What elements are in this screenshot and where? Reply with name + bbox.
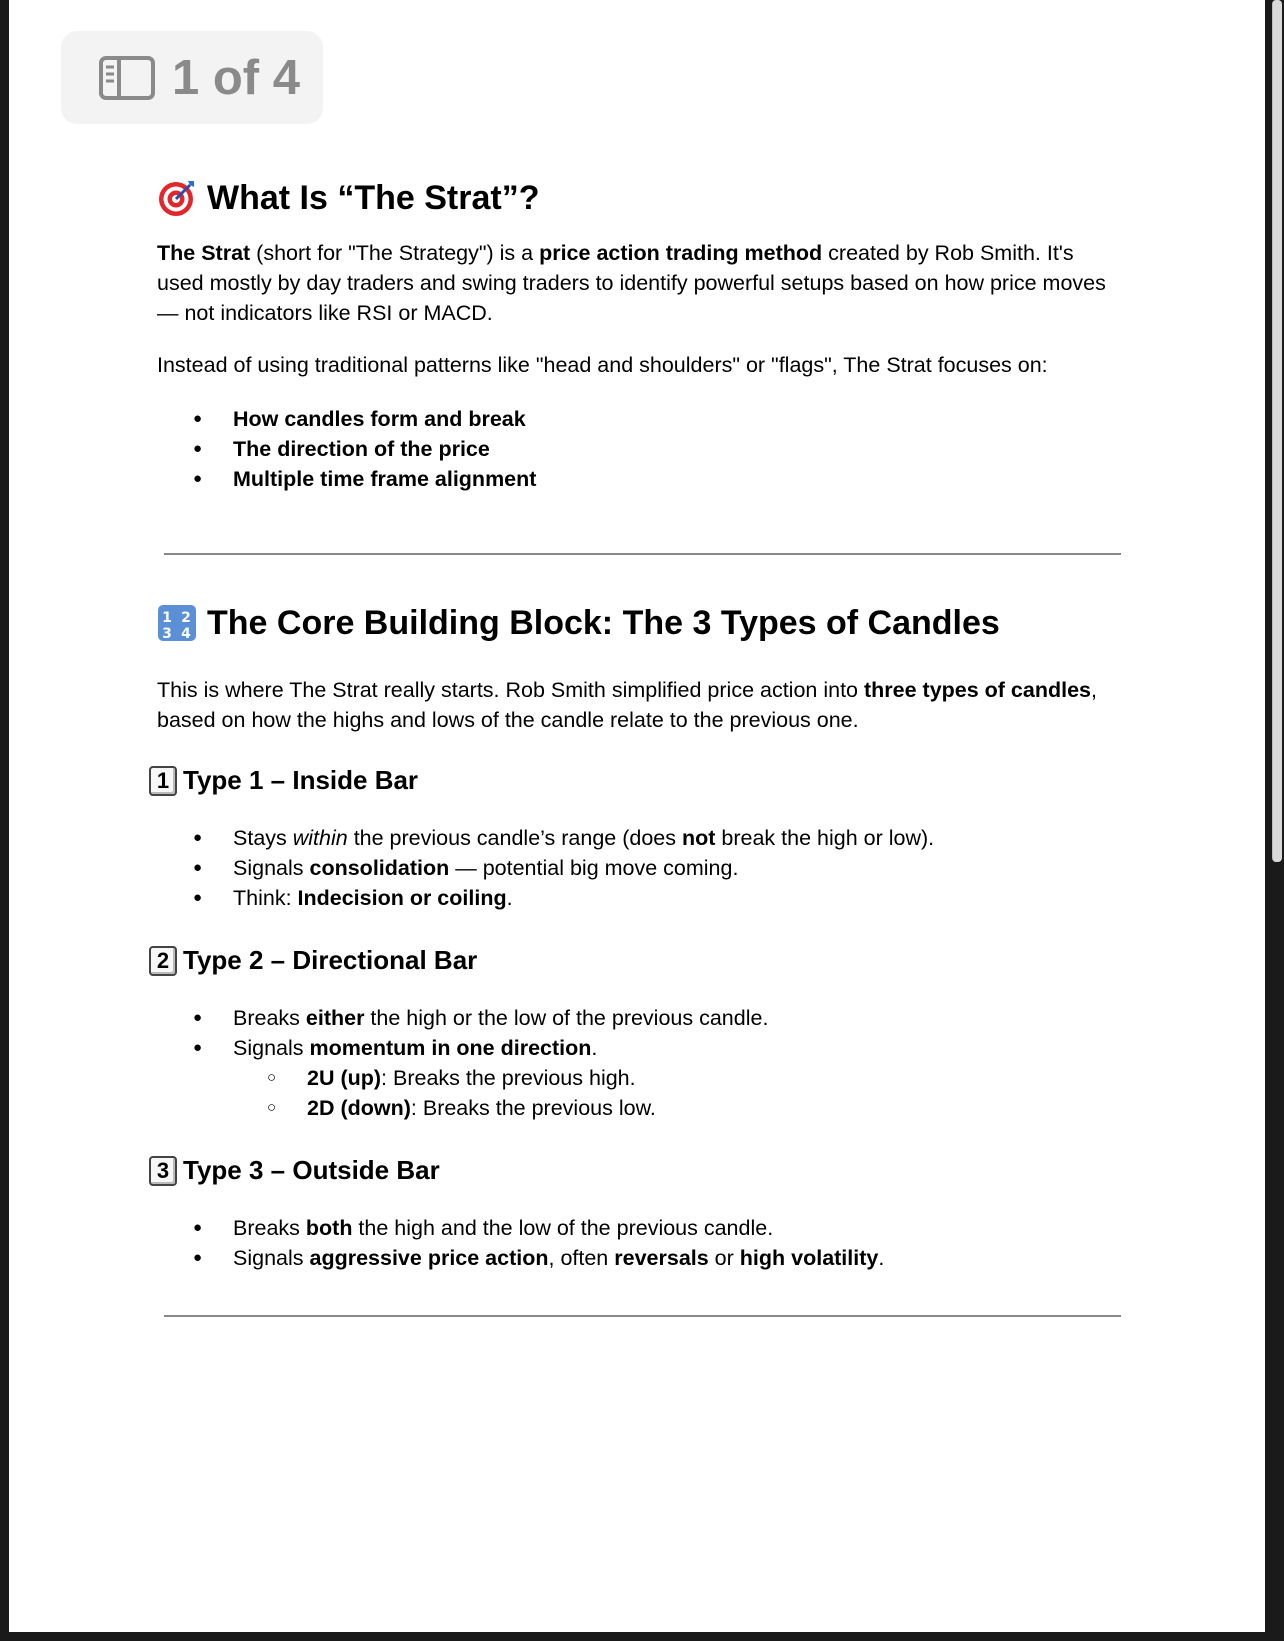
bold-high-volatility: high volatility: [739, 1246, 879, 1270]
bold-2u: 2U (up): [307, 1066, 382, 1090]
input-numbers-emoji-icon: [157, 603, 197, 643]
type1-list: [9, 823, 1107, 913]
bold-momentum: momentum in one direction: [309, 1036, 592, 1060]
bold-three-types: three types of candles: [863, 678, 1092, 702]
text-run: created by Rob Smith. It's used mostly by day traders and swing traders to identify powerful setups based on how price moves — not indicators like RSI or MACD.: [157, 241, 1106, 325]
text-run: Signals: [233, 856, 310, 880]
text-run: : Breaks the previous high.: [381, 1066, 636, 1090]
bold-consolidation: consolidation: [309, 856, 450, 880]
list-item-text: The direction of the price: [233, 437, 490, 461]
text-run: the high and the low of the previous candle.: [352, 1216, 774, 1240]
text-run: Think:: [233, 886, 298, 910]
text-run: : Breaks the previous low.: [410, 1096, 656, 1120]
list-item: [157, 1003, 1107, 1033]
text-run: Breaks: [233, 1216, 306, 1240]
bold-either: either: [305, 1006, 365, 1030]
italic-within: within: [292, 826, 348, 850]
text-run: .: [878, 1246, 885, 1270]
bold-price-action-method: price action trading method: [539, 241, 823, 265]
section1-heading-text: What Is “The Strat”?: [207, 178, 540, 217]
horizontal-divider: [164, 1315, 1121, 1317]
keycap-1-icon: 1: [149, 766, 177, 796]
svg-text:2: 2: [181, 610, 191, 626]
list-item: [157, 883, 1107, 913]
text-run: , based on how the highs and lows of the candle relate to the previous one.: [157, 678, 1097, 732]
bold-indecision: Indecision or coiling: [297, 886, 507, 910]
vertical-scrollbar[interactable]: [1272, 0, 1282, 862]
text-run: break the high or low).: [715, 826, 935, 850]
list-item: [157, 404, 1107, 434]
text-run: — potential big move coming.: [449, 856, 739, 880]
keycap-2-icon: 2: [149, 946, 177, 976]
text-run: , often: [548, 1246, 615, 1270]
text-run: Stays: [233, 826, 293, 850]
text-run: or: [708, 1246, 740, 1270]
list-item: [157, 1033, 1107, 1063]
horizontal-divider: [164, 553, 1121, 555]
list-item-text: Multiple time frame alignment: [233, 467, 537, 491]
list-item: [157, 823, 1107, 853]
svg-text:4: 4: [181, 626, 191, 642]
type3-list: [9, 1213, 1107, 1273]
bold-aggressive: aggressive price action: [309, 1246, 549, 1270]
text-run: Signals: [233, 1036, 310, 1060]
text-run: .: [591, 1036, 598, 1060]
sidebar-panel-icon: [98, 54, 156, 102]
type1-heading-text: Type 1 – Inside Bar: [183, 765, 419, 795]
list-item: [157, 1213, 1107, 1243]
svg-text:1: 1: [162, 610, 172, 626]
list-item: [157, 434, 1107, 464]
text-run: (short for "The Strategy") is a: [250, 241, 540, 265]
keycap-3-icon: 3: [149, 1156, 177, 1186]
list-item: [157, 464, 1107, 494]
section2-heading-text: The Core Building Block: The 3 Types of Candles: [207, 603, 1000, 642]
bold-both: both: [305, 1216, 353, 1240]
type2-heading: [157, 945, 477, 976]
target-emoji-icon: [157, 178, 197, 218]
focus-list: [9, 404, 1107, 494]
type1-heading: [157, 765, 418, 796]
page-indicator-text: 1 of 4: [172, 50, 300, 105]
type3-heading: [157, 1155, 440, 1186]
focus-paragraph: Instead of using traditional patterns like "head and shoulders" or "flags", The Strat focuses on:: [157, 353, 1048, 377]
list-item-text: How candles form and break: [233, 407, 526, 431]
document-page: [9, 0, 1265, 1632]
text-run: the high or the low of the previous candle.: [364, 1006, 769, 1030]
section-heading-what-is-strat: [157, 178, 539, 218]
intro-paragraph: [157, 238, 1107, 328]
text-run: This is where The Strat really starts. Rob Smith simplified price action into: [157, 678, 864, 702]
sub-list-item: [157, 1063, 1107, 1093]
list-item: [157, 853, 1107, 883]
text-run: the previous candle’s range (does: [347, 826, 682, 850]
page-indicator[interactable]: [61, 31, 323, 124]
bold-not: not: [681, 826, 716, 850]
bold-the-strat: The Strat: [157, 241, 251, 265]
section-heading-core-building-block: [157, 603, 1000, 643]
svg-text:3: 3: [162, 626, 172, 642]
text-run: Breaks: [233, 1006, 306, 1030]
bold-reversals: reversals: [614, 1246, 709, 1270]
bold-2d: 2D (down): [307, 1096, 411, 1120]
type2-heading-text: Type 2 – Directional Bar: [183, 945, 478, 975]
text-run: Signals: [233, 1246, 310, 1270]
type2-list: [9, 1003, 1107, 1123]
list-item: [157, 1243, 1107, 1273]
text-run: .: [506, 886, 513, 910]
candles-intro-paragraph: [157, 675, 1107, 735]
sub-list-item: [157, 1093, 1107, 1123]
type3-heading-text: Type 3 – Outside Bar: [183, 1155, 440, 1185]
